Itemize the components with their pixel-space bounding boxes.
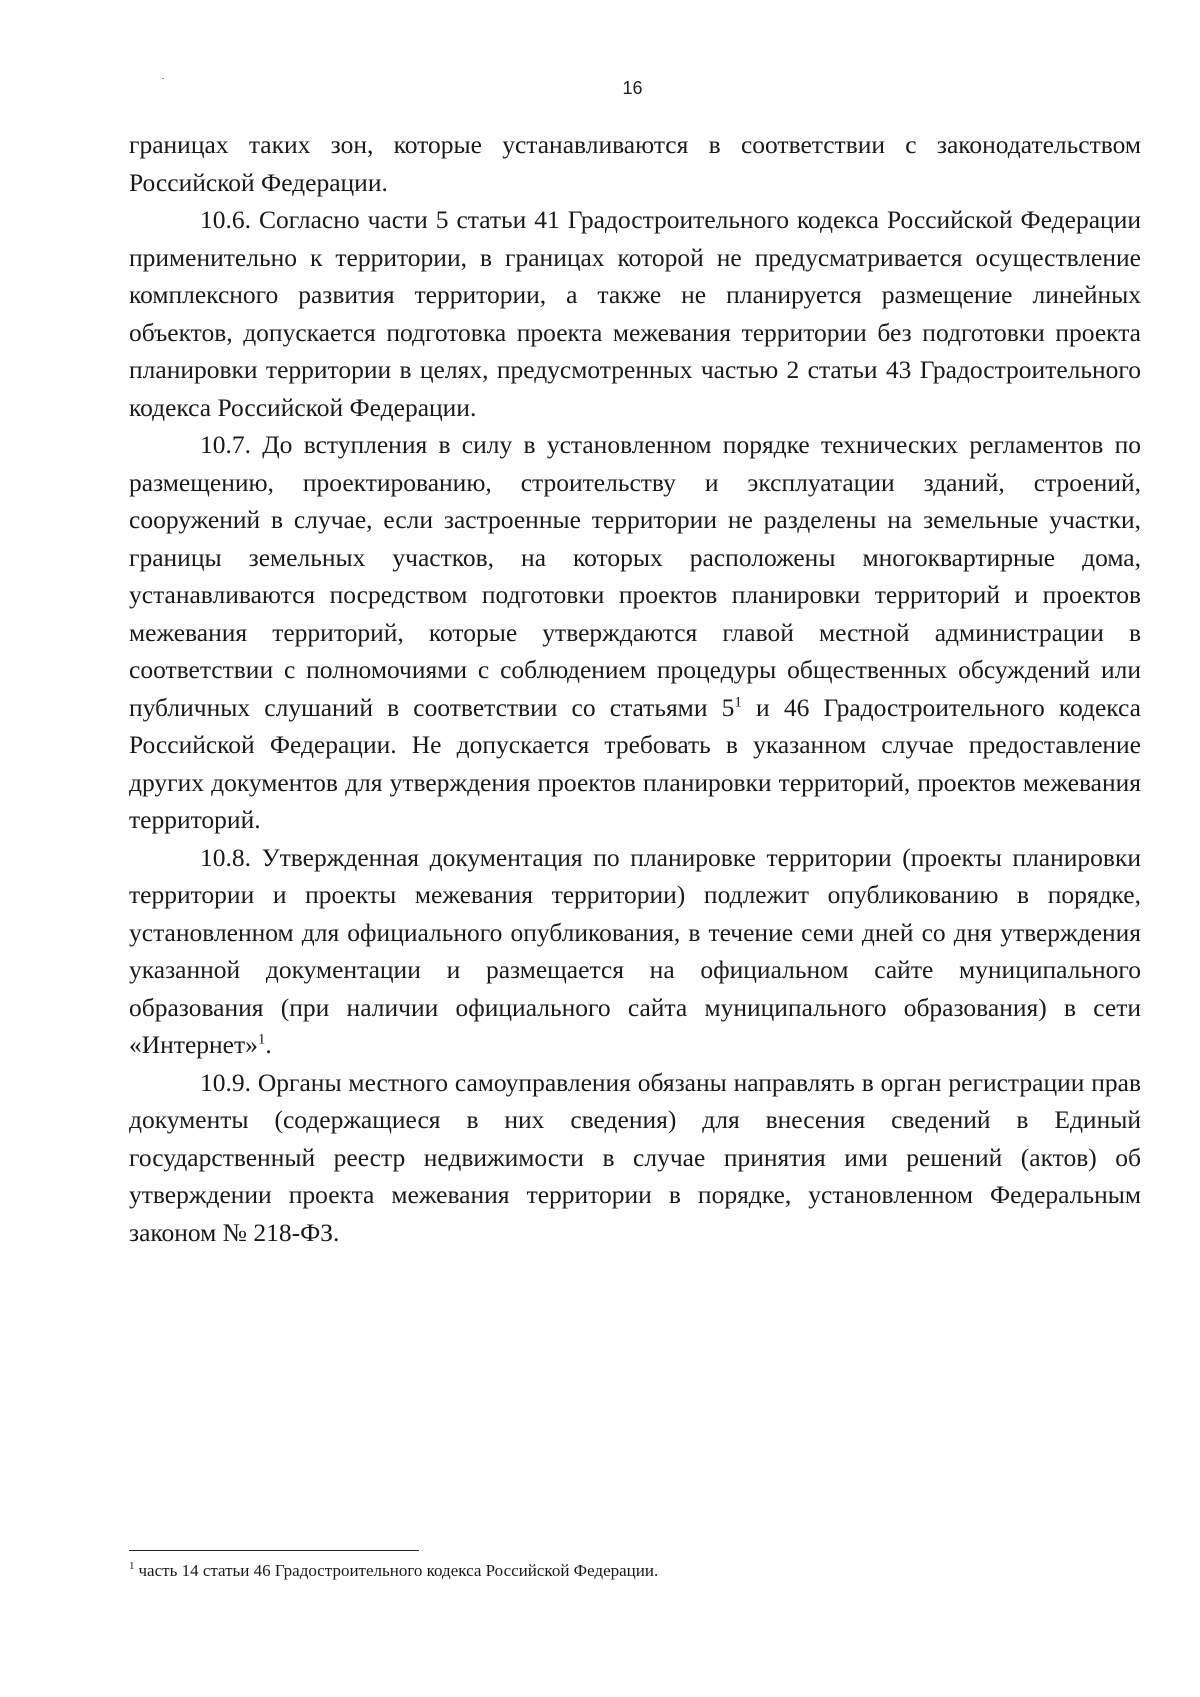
- footnote-mark: 1: [129, 1560, 135, 1573]
- footnote-reference: 1: [257, 1031, 266, 1048]
- paragraph-10-9: 10.9. Органы местного самоуправления обязаны направлять в орган регистрации прав документы (содержащиеся в них сведения) для внесения сведений в Единый государственный реестр недвижимости в случае принятия ими решений (актов) об утверждении проекта межевания территории в порядке, установленном Федеральным законом № 218-ФЗ.: [129, 1067, 1141, 1247]
- paragraph-10-7: [129, 426, 1141, 839]
- paragraph-10-7-text-a: 10.7. До вступления в силу в установленном порядке технических регламентов по размещению, проектированию, строительству и эксплуатации зданий, строений, сооружений в случае, если застроенные территории не разделены на земельные участки, границы земельных участков, на которых расположены многоквартирные дома, устанавливаются посредством подготовки проектов планировки территорий и проектов межевания территорий, которые утверждаются главой местной администрации в соответствии с полномочиями с соблюдением процедуры общественных обсуждений или публичных слушаний в соответствии со статьями 5: [129, 430, 1141, 722]
- footnote-separator: [129, 1550, 419, 1551]
- paragraph-10-6: 10.6. Согласно части 5 статьи 41 Градостроительного кодекса Российской Федерации применительно к территории, в границах которой не предусматривается осуществление комплексного развития территории, а также не планируется размещение линейных объектов, допускается подготовка проекта межевания территории без подготовки проекта планировки территории в целях, предусмотренных частью 2 статьи 43 Градостроительного кодекса Российской Федерации.: [129, 205, 1141, 422]
- page-number: 16: [622, 78, 643, 98]
- footnote-text: часть 14 статьи 46 Градостроительного кодекса Российской Федерации.: [138, 1561, 659, 1580]
- paragraph-10-7-text-b: и 46 Градостроительного кодекса Российской Федерации. Не допускается требовать в указанном случае предоставление других документов для утверждения проектов планировки территорий, проектов межевания территорий.: [129, 692, 1141, 834]
- paragraph-10-8-text-a: 10.8. Утвержденная документация по планировке территории (проекты планировки территории и проекты межевания территории) подлежит опубликованию в порядке, установленном для официального опубликования, в течение семи дней со дня утверждения указанной документации и размещается на официальном сайте муниципального образования (при наличии официального сайта муниципального образования) в сети «Интернет»: [129, 842, 1141, 1059]
- footnote: [129, 1560, 1029, 1582]
- paragraph-10-8-text-b: .: [265, 1030, 272, 1059]
- superscript-1: 1: [734, 694, 742, 710]
- document-body: [129, 126, 1141, 1251]
- paragraph-continuation: границах таких зон, которые устанавливаются в соответствии с законодательством Российской Федерации.: [129, 130, 1141, 197]
- paragraph-10-8: [129, 839, 1141, 1064]
